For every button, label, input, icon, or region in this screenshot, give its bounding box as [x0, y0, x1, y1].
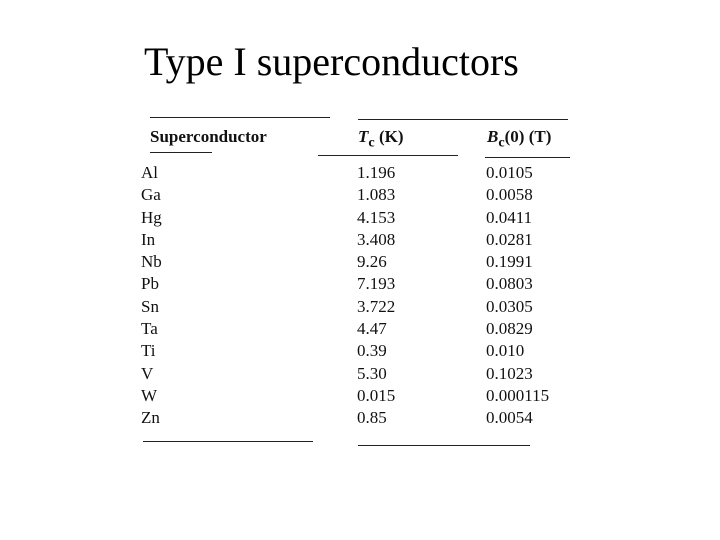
table-cell-tc: 1.083 [357, 185, 396, 205]
table-bottom-rule [358, 445, 530, 446]
table-cell-name: Al [141, 163, 158, 182]
table-cell-bc: 0.0829 [486, 319, 533, 339]
superconductor-name-column [141, 162, 162, 430]
table-cell-name: Ga [141, 185, 161, 205]
header-superconductor: Superconductor [150, 127, 267, 146]
table-cell-tc: 5.30 [357, 363, 387, 383]
table-top-rule [358, 119, 568, 120]
table-cell-tc: 4.47 [357, 319, 387, 339]
table-cell-tc: 0.85 [357, 408, 387, 428]
table-cell-tc: 3.722 [357, 296, 396, 316]
critical-field-column [486, 162, 549, 430]
table-cell-tc: 4.153 [357, 207, 396, 227]
slide-title: Type I superconductors [144, 39, 519, 84]
table-bottom-rule [143, 441, 313, 442]
table-cell-bc: 0.1991 [486, 252, 533, 272]
table-cell-name: V [141, 363, 154, 383]
table-top-rule [150, 117, 330, 118]
table-cell-tc: 0.015 [357, 385, 396, 405]
table-cell-name: Nb [141, 252, 162, 272]
header-rule [318, 155, 458, 156]
table-cell-name: In [141, 229, 156, 249]
table-cell-name: Ti [141, 341, 156, 361]
table-cell-bc: 0.010 [486, 341, 525, 361]
header-rule [485, 157, 570, 158]
table-cell-bc: 0.0105 [486, 163, 533, 182]
header-critical-field: $B_c(0)$ (T) [487, 127, 552, 151]
table-cell-bc: 0.0281 [486, 229, 533, 249]
table-cell-bc: 0.0054 [486, 408, 533, 428]
table-cell-tc: 1.196 [357, 163, 396, 182]
table-cell-tc: 3.408 [357, 229, 396, 249]
table-cell-tc: 0.39 [357, 341, 387, 361]
table-cell-bc: 0.0305 [486, 296, 533, 316]
header-rule [150, 152, 212, 153]
table-cell-name: W [141, 385, 158, 405]
table-cell-tc: 7.193 [357, 274, 396, 294]
table-cell-tc: 9.26 [357, 252, 387, 272]
table-cell-bc: 0.0058 [486, 185, 533, 205]
table-cell-bc: 0.000115 [486, 385, 550, 405]
table-cell-bc: 0.0411 [486, 207, 533, 227]
table-cell-name: Zn [141, 408, 160, 428]
table-cell-name: Sn [141, 296, 159, 316]
table-cell-bc: 0.1023 [486, 363, 533, 383]
table-cell-name: Pb [141, 274, 159, 294]
table-cell-name: Hg [141, 207, 162, 227]
table-cell-name: Ta [141, 319, 158, 339]
table-cell-bc: 0.0803 [486, 274, 533, 294]
critical-temperature-column [357, 162, 395, 430]
header-critical-temperature: $T_c$ (K) [358, 127, 404, 151]
